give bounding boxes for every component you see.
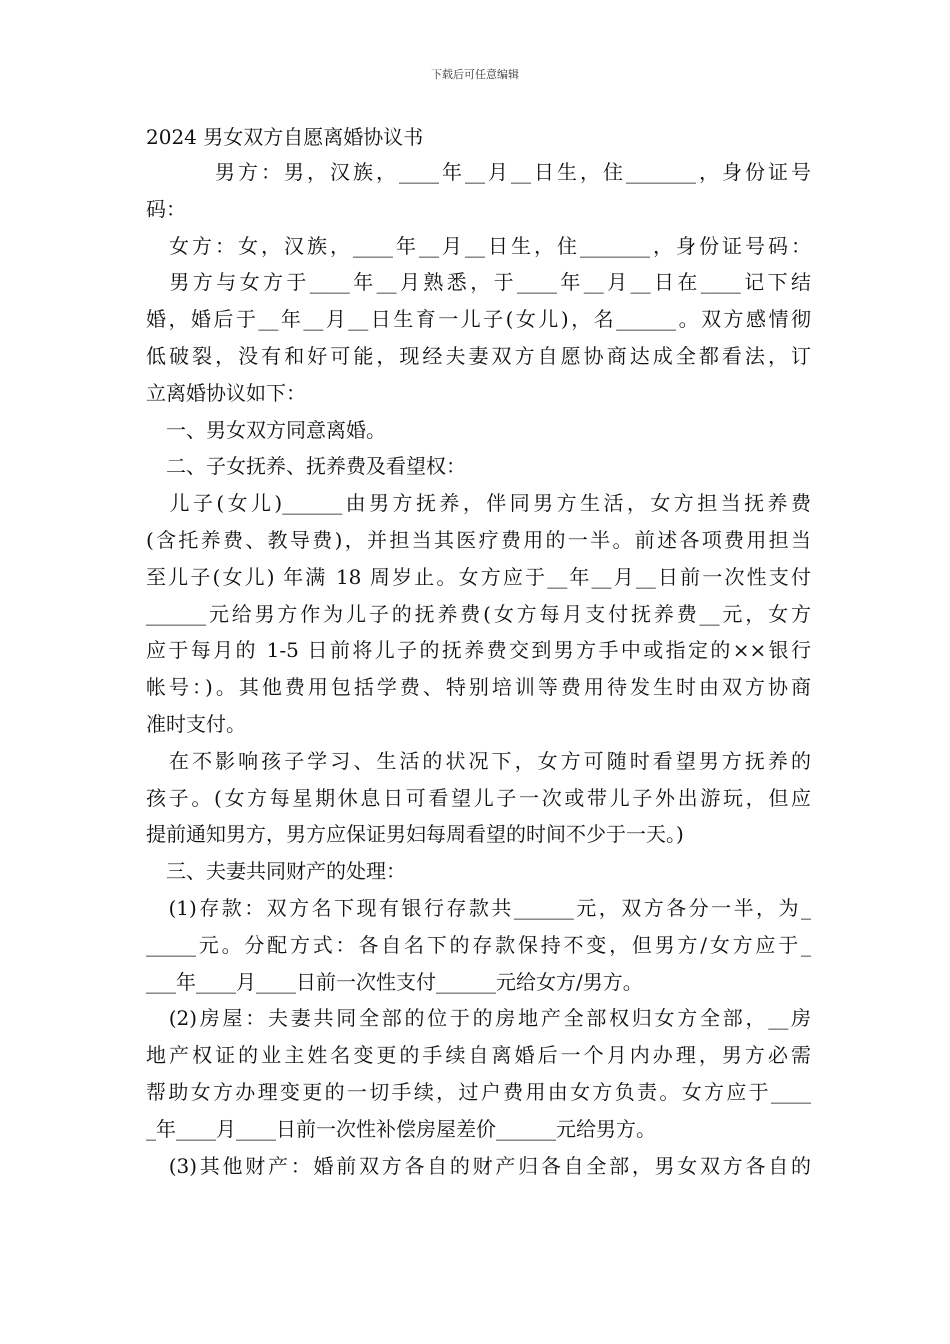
body-line: ______元给男方作为儿子的抚养费(女方每月支付抚养费__元，女方: [146, 601, 811, 626]
body-line: 帐号：)。其他费用包括学费、特别培训等费用待发生时由双方协商: [146, 675, 811, 700]
body-line: (2)房屋：夫妻共同全部的位于的房地产全部权归女方全部，__房: [146, 1006, 811, 1031]
body-line: 立离婚协议如下：: [146, 380, 306, 405]
body-line: 在不影响孩子学习、生活的状况下，女方可随时看望男方抚养的: [146, 748, 811, 773]
body-line: 应于每月的 1-5 日前将儿子的抚养费交到男方手中或指定的××银行: [146, 638, 811, 663]
body-line: (1)存款：双方名下现有银行存款共______元，双方各分一半，为_: [146, 895, 811, 920]
body-line: 男方：男，汉族，____年__月__日生，住_______，身份证号: [146, 160, 811, 184]
body-line: (含托养费、教导费)，并担当其医疗费用的一半。前述各项费用担当: [146, 527, 811, 552]
body-line: 码：: [146, 196, 186, 221]
body-line: 提前通知男方，男方应保证男妇每周看望的时间不少于一天。): [146, 822, 684, 847]
body-line: 二、子女抚养、抚养费及看望权：: [146, 454, 466, 479]
body-line: 帮助女方办理变更的一切手续，过户费用由女方负责。女方应于____: [146, 1079, 811, 1104]
document-body: [146, 154, 811, 1184]
body-line: 女方：女，汉族，____年__月__日生，住_______，身份证号码：: [146, 233, 811, 258]
body-line: _年____月____日前一次性补偿房屋差价______元给男方。: [146, 1116, 656, 1141]
body-line: 一、男女双方同意离婚。: [146, 417, 386, 442]
body-line: (3)其他财产：婚前双方各自的财产归各自全部，男女双方各自的: [146, 1153, 811, 1178]
body-line: 准时支付。: [146, 711, 246, 736]
body-line: 三、夫妻共同财产的处理：: [146, 859, 406, 884]
document-title: 2024 男女双方自愿离婚协议书: [146, 125, 424, 149]
body-line: 男方与女方于____年__月熟悉，于____年__月__日在____记下结: [146, 270, 811, 295]
body-line: _____元。分配方式：各自名下的存款保持不变，但男方/女方应于_: [146, 932, 811, 957]
page-header-note: 下载后可任意编辑: [431, 68, 519, 81]
body-line: ___年____月____日前一次性支付______元给女方/男方。: [146, 969, 643, 994]
body-line: 婚，婚后于__年__月__日生育一儿子(女儿)，名______。双方感情彻: [146, 307, 811, 332]
body-line: 至儿子(女儿) 年满 18 周岁止。女方应于__年__月__日前一次性支付: [146, 564, 811, 589]
body-line: 孩子。(女方每星期休息日可看望儿子一次或带儿子外出游玩，但应: [146, 785, 811, 810]
body-line: 地产权证的业主姓名变更的手续自离婚后一个月内办理，男方必需: [146, 1043, 811, 1068]
body-line: 儿子(女儿)______由男方抚养，伴同男方生活，女方担当抚养费: [146, 491, 811, 516]
body-line: 低破裂，没有和好可能，现经夫妻双方自愿协商达成全都看法，订: [146, 343, 811, 368]
